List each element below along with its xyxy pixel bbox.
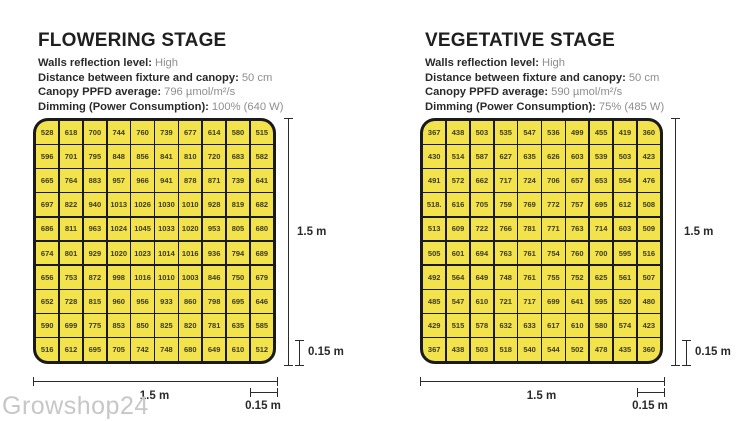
- ppfd-cell: 701: [60, 145, 82, 168]
- ppfd-cell: 754: [542, 242, 564, 265]
- ppfd-cell: 612: [614, 193, 636, 216]
- ppfd-cell: 810: [179, 145, 201, 168]
- grid-width-dimension-line: [33, 377, 278, 386]
- ppfd-cell: 649: [203, 338, 225, 361]
- ppfd-cell: 761: [518, 242, 540, 265]
- ppfd-cell: 610: [227, 338, 249, 361]
- ppfd-cell: 535: [495, 121, 517, 144]
- ppfd-cell: 1013: [108, 193, 130, 216]
- ppfd-cell: 760: [131, 121, 153, 144]
- ppfd-cell: 518.: [423, 193, 445, 216]
- ppfd-cell: 795: [84, 145, 106, 168]
- ppfd-cell: 616: [447, 193, 469, 216]
- ppfd-cell: 752: [566, 266, 588, 289]
- ppfd-cell: 680: [251, 218, 273, 241]
- ppfd-cell: 674: [36, 242, 58, 265]
- ppfd-cell: 717: [495, 169, 517, 192]
- ppfd-cell: 419: [614, 121, 636, 144]
- ppfd-cell: 998: [108, 266, 130, 289]
- spec-canopy-ppfd-average: [38, 85, 283, 100]
- ppfd-cell: 601: [447, 242, 469, 265]
- ppfd-cell: 1016: [131, 266, 153, 289]
- ppfd-cell: 936: [203, 242, 225, 265]
- ppfd-cell: 933: [155, 290, 177, 313]
- ppfd-cell: 872: [84, 266, 106, 289]
- ppfd-cell: 1033: [155, 218, 177, 241]
- ppfd-cell: 811: [60, 218, 82, 241]
- ppfd-cell: 1045: [131, 218, 153, 241]
- ppfd-cell: 766: [495, 218, 517, 241]
- ppfd-cell: 724: [518, 169, 540, 192]
- ppfd-cell: 761: [518, 266, 540, 289]
- ppfd-cell: 940: [84, 193, 106, 216]
- ppfd-cell: 478: [590, 338, 612, 361]
- spec-value: High: [541, 57, 565, 69]
- ppfd-cell: 516: [36, 338, 58, 361]
- spec-dimming-power: [425, 100, 664, 115]
- ppfd-cell: 850: [131, 314, 153, 337]
- spec-value: 100% (640 W): [211, 100, 284, 113]
- ppfd-cell: 430: [423, 145, 445, 168]
- ppfd-cell: 507: [638, 266, 660, 289]
- ppfd-cell: 423: [638, 145, 660, 168]
- ppfd-grid: [36, 121, 273, 361]
- ppfd-cell: 585: [251, 314, 273, 337]
- ppfd-cell: 614: [203, 121, 225, 144]
- ppfd-cell: 739: [155, 121, 177, 144]
- ppfd-cell: 612: [60, 338, 82, 361]
- ppfd-cell: 742: [131, 338, 153, 361]
- ppfd-cell: 805: [227, 218, 249, 241]
- ppfd-cell: 515: [447, 314, 469, 337]
- stage-title: FLOWERING STAGE: [38, 30, 227, 51]
- spec-distance-fixture-canopy: [38, 71, 283, 86]
- ppfd-cell: 520: [614, 290, 636, 313]
- ppfd-cell: 610: [566, 314, 588, 337]
- ppfd-cell: 438: [447, 121, 469, 144]
- ppfd-cell: 772: [542, 193, 564, 216]
- ppfd-cell: 509: [638, 218, 660, 241]
- ppfd-cell: 683: [227, 145, 249, 168]
- ppfd-cell: 798: [203, 290, 225, 313]
- cell-height-dimension-line: [682, 340, 691, 366]
- ppfd-cell: 697: [36, 193, 58, 216]
- ppfd-cell: 714: [590, 218, 612, 241]
- ppfd-cell: 941: [155, 169, 177, 192]
- ppfd-cell: 367: [423, 338, 445, 361]
- ppfd-cell: 705: [471, 193, 493, 216]
- cell-width-dimension-line: [250, 388, 278, 397]
- ppfd-cell: 757: [566, 193, 588, 216]
- ppfd-cell: 627: [495, 145, 517, 168]
- ppfd-cell: 700: [84, 121, 106, 144]
- ppfd-cell: 694: [471, 242, 493, 265]
- ppfd-cell: 512: [251, 338, 273, 361]
- ppfd-cell: 739: [227, 169, 249, 192]
- ppfd-cell: 722: [471, 218, 493, 241]
- grid-height-dimension-line: [671, 118, 680, 366]
- grid-height-label: 1.5 m: [297, 226, 327, 238]
- ppfd-cell: 699: [60, 314, 82, 337]
- spec-label: Walls reflection level:: [425, 57, 539, 69]
- ppfd-cell: 1014: [155, 242, 177, 265]
- ppfd-cell: 763: [495, 242, 517, 265]
- ppfd-cell: 635: [227, 314, 249, 337]
- ppfd-cell: 633: [518, 314, 540, 337]
- spec-list: [425, 56, 664, 114]
- ppfd-cell: 853: [108, 314, 130, 337]
- ppfd-cell: 848: [108, 145, 130, 168]
- ppfd-cell: 781: [203, 314, 225, 337]
- ppfd-cell: 505: [423, 242, 445, 265]
- ppfd-cell: 748: [155, 338, 177, 361]
- ppfd-cell: 695: [84, 338, 106, 361]
- ppfd-cell: 699: [542, 290, 564, 313]
- ppfd-cell: 455: [590, 121, 612, 144]
- grid-width-dimension-line: [420, 377, 665, 386]
- ppfd-cell: 822: [60, 193, 82, 216]
- ppfd-cell: 429: [423, 314, 445, 337]
- ppfd-cell: 769: [518, 193, 540, 216]
- spec-label: Dimming (Power Consumption):: [425, 100, 596, 113]
- ppfd-cell: 513: [423, 218, 445, 241]
- ppfd-cell: 928: [203, 193, 225, 216]
- ppfd-cell: 966: [131, 169, 153, 192]
- ppfd-cell: 760: [566, 242, 588, 265]
- ppfd-cell: 367: [423, 121, 445, 144]
- ppfd-cell: 929: [84, 242, 106, 265]
- ppfd-cell: 595: [590, 290, 612, 313]
- ppfd-cell: 771: [542, 218, 564, 241]
- ppfd-cell: 582: [251, 145, 273, 168]
- ppfd-cell: 764: [60, 169, 82, 192]
- spec-value: High: [154, 57, 178, 69]
- ppfd-cell: 1020: [108, 242, 130, 265]
- ppfd-cell: 595: [614, 242, 636, 265]
- ppfd-cell: 960: [108, 290, 130, 313]
- ppfd-cell: 856: [131, 145, 153, 168]
- ppfd-cell: 360: [638, 121, 660, 144]
- ppfd-cell: 539: [590, 145, 612, 168]
- ppfd-cell: 540: [518, 338, 540, 361]
- ppfd-cell: 1010: [155, 266, 177, 289]
- ppfd-cell: 878: [179, 169, 201, 192]
- ppfd-cell: 1020: [179, 218, 201, 241]
- ppfd-cell: 626: [542, 145, 564, 168]
- ppfd-cell: 656: [36, 266, 58, 289]
- spec-label: Canopy PPFD average:: [425, 86, 549, 98]
- ppfd-cell: 705: [108, 338, 130, 361]
- ppfd-cell: 435: [614, 338, 636, 361]
- ppfd-cell: 686: [36, 218, 58, 241]
- grid-width-label: 1.5 m: [139, 390, 170, 402]
- ppfd-cell: 641: [566, 290, 588, 313]
- ppfd-cell: 503: [471, 338, 493, 361]
- ppfd-cell: 360: [638, 338, 660, 361]
- spec-value: 50 cm: [241, 71, 273, 84]
- ppfd-cell: 536: [542, 121, 564, 144]
- ppfd-cell: 841: [155, 145, 177, 168]
- ppfd-grid-box: [420, 118, 663, 364]
- ppfd-cell: 1016: [179, 242, 201, 265]
- ppfd-cell: 603: [614, 218, 636, 241]
- ppfd-cell: 561: [614, 266, 636, 289]
- ppfd-cell: 1030: [155, 193, 177, 216]
- ppfd-cell: 957: [108, 169, 130, 192]
- spec-label: Distance between fixture and canopy:: [38, 71, 239, 84]
- cell-width-label: 0.15 m: [632, 400, 668, 412]
- ppfd-cell: 680: [179, 338, 201, 361]
- ppfd-cell: 516: [638, 242, 660, 265]
- ppfd-cell: 554: [614, 169, 636, 192]
- ppfd-cell: 801: [60, 242, 82, 265]
- panel-vegetative: [387, 0, 750, 421]
- ppfd-cell: 679: [251, 266, 273, 289]
- ppfd-cell: 646: [251, 290, 273, 313]
- ppfd-cell: 632: [495, 314, 517, 337]
- ppfd-cell: 662: [471, 169, 493, 192]
- ppfd-cell: 485: [423, 290, 445, 313]
- spec-walls-reflection-level: [38, 56, 283, 71]
- spec-value: 75% (485 W): [598, 100, 665, 113]
- ppfd-cell: 544: [542, 338, 564, 361]
- ppfd-cell: 1010: [179, 193, 201, 216]
- ppfd-cell: 825: [155, 314, 177, 337]
- ppfd-cell: 564: [447, 266, 469, 289]
- ppfd-cell: 547: [447, 290, 469, 313]
- cell-width-dimension-line: [637, 388, 665, 397]
- ppfd-cell: 514: [447, 145, 469, 168]
- ppfd-cell: 721: [495, 290, 517, 313]
- ppfd-cell: 578: [471, 314, 493, 337]
- ppfd-cell: 794: [227, 242, 249, 265]
- ppfd-cell: 682: [251, 193, 273, 216]
- ppfd-cell: 609: [447, 218, 469, 241]
- ppfd-cell: 547: [518, 121, 540, 144]
- ppfd-cell: 476: [638, 169, 660, 192]
- ppfd-cell: 528: [36, 121, 58, 144]
- ppfd-cell: 590: [36, 314, 58, 337]
- grid-height-dimension-line: [284, 118, 293, 366]
- spec-distance-fixture-canopy: [425, 71, 664, 86]
- ppfd-cell: 574: [614, 314, 636, 337]
- ppfd-cell: 748: [495, 266, 517, 289]
- ppfd-cell: 689: [251, 242, 273, 265]
- ppfd-cell: 503: [614, 145, 636, 168]
- watermark-growshop24: Growshop24: [2, 392, 149, 420]
- ppfd-cell: 515: [251, 121, 273, 144]
- spec-value: 590 µmol/m²/s: [551, 86, 623, 98]
- ppfd-cell: 677: [179, 121, 201, 144]
- ppfd-cell: 587: [471, 145, 493, 168]
- spec-label: Distance between fixture and canopy:: [425, 71, 626, 84]
- ppfd-cell: 508: [638, 193, 660, 216]
- ppfd-cell: 963: [84, 218, 106, 241]
- ppfd-cell: 580: [227, 121, 249, 144]
- spec-label: Dimming (Power Consumption):: [38, 100, 209, 113]
- ppfd-cell: 695: [590, 193, 612, 216]
- spec-dimming-power: [38, 100, 283, 115]
- ppfd-cell: 641: [251, 169, 273, 192]
- ppfd-cell: 665: [36, 169, 58, 192]
- ppfd-cell: 750: [227, 266, 249, 289]
- cell-height-label: 0.15 m: [695, 346, 731, 358]
- ppfd-cell: 753: [60, 266, 82, 289]
- ppfd-cell: 502: [566, 338, 588, 361]
- ppfd-cell: 744: [108, 121, 130, 144]
- ppfd-cell: 755: [542, 266, 564, 289]
- ppfd-cell: 635: [518, 145, 540, 168]
- ppfd-cell: 518: [495, 338, 517, 361]
- spec-canopy-ppfd-average: [425, 85, 664, 100]
- ppfd-cell: 617: [542, 314, 564, 337]
- ppfd-cell: 596: [36, 145, 58, 168]
- ppfd-grid: [423, 121, 660, 361]
- ppfd-cell: 610: [471, 290, 493, 313]
- ppfd-cell: 423: [638, 314, 660, 337]
- ppfd-cell: 492: [423, 266, 445, 289]
- ppfd-cell: 1003: [179, 266, 201, 289]
- grid-height-label: 1.5 m: [684, 226, 714, 238]
- spec-walls-reflection-level: [425, 56, 664, 71]
- ppfd-cell: 652: [36, 290, 58, 313]
- ppfd-cell: 580: [590, 314, 612, 337]
- ppfd-cell: 653: [590, 169, 612, 192]
- ppfd-cell: 618: [60, 121, 82, 144]
- ppfd-cell: 1026: [131, 193, 153, 216]
- ppfd-cell: 728: [60, 290, 82, 313]
- spec-list: [38, 56, 283, 114]
- stage-title: VEGETATIVE STAGE: [425, 30, 616, 51]
- ppfd-cell: 438: [447, 338, 469, 361]
- ppfd-cell: 720: [203, 145, 225, 168]
- ppfd-cell: 503: [471, 121, 493, 144]
- ppfd-cell: 775: [84, 314, 106, 337]
- ppfd-cell: 717: [518, 290, 540, 313]
- ppfd-cell: 706: [542, 169, 564, 192]
- ppfd-cell: 1024: [108, 218, 130, 241]
- ppfd-cell: 860: [179, 290, 201, 313]
- ppfd-cell: 491: [423, 169, 445, 192]
- spec-value: 796 µmol/m²/s: [164, 86, 236, 98]
- ppfd-cell: 700: [590, 242, 612, 265]
- ppfd-cell: 871: [203, 169, 225, 192]
- ppfd-cell: 781: [518, 218, 540, 241]
- cell-height-dimension-line: [295, 340, 304, 366]
- ppfd-cell: 846: [203, 266, 225, 289]
- ppfd-cell: 603: [566, 145, 588, 168]
- ppfd-cell: 657: [566, 169, 588, 192]
- ppfd-cell: 480: [638, 290, 660, 313]
- ppfd-cell: 625: [590, 266, 612, 289]
- ppfd-cell: 649: [471, 266, 493, 289]
- ppfd-cell: 815: [84, 290, 106, 313]
- ppfd-cell: 759: [495, 193, 517, 216]
- ppfd-cell: 883: [84, 169, 106, 192]
- ppfd-cell: 499: [566, 121, 588, 144]
- cell-width-label: 0.15 m: [245, 400, 281, 412]
- ppfd-cell: 763: [566, 218, 588, 241]
- ppfd-cell: 1023: [131, 242, 153, 265]
- spec-label: Canopy PPFD average:: [38, 86, 162, 98]
- ppfd-cell: 819: [227, 193, 249, 216]
- ppfd-cell: 953: [203, 218, 225, 241]
- ppfd-cell: 956: [131, 290, 153, 313]
- ppfd-cell: 695: [227, 290, 249, 313]
- spec-value: 50 cm: [628, 71, 660, 84]
- spec-label: Walls reflection level:: [38, 57, 152, 69]
- ppfd-cell: 572: [447, 169, 469, 192]
- ppfd-grid-box: [33, 118, 276, 364]
- ppfd-cell: 820: [179, 314, 201, 337]
- grid-width-label: 1.5 m: [526, 390, 557, 402]
- cell-height-label: 0.15 m: [308, 346, 344, 358]
